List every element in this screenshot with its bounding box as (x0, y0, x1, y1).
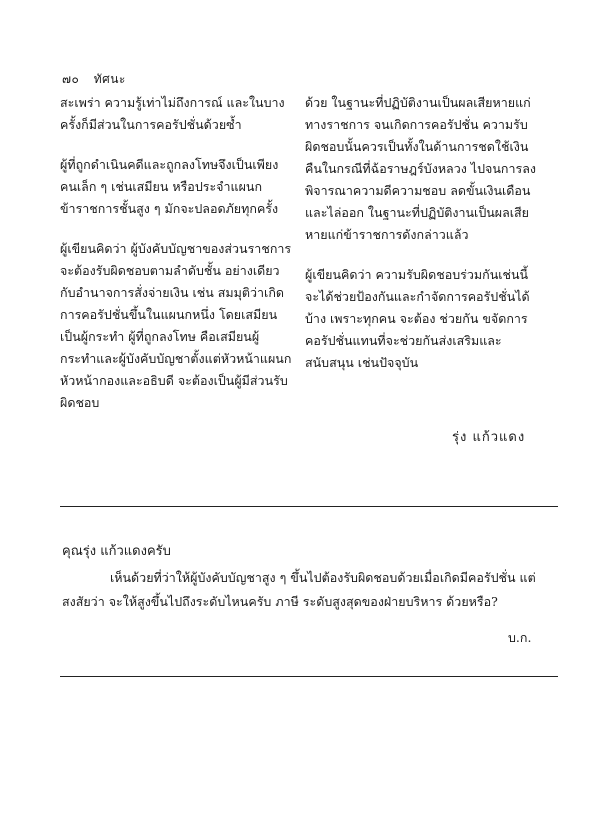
left-column (60, 92, 295, 432)
paragraph: ด้วย ในฐานะที่ปฏิบัติงานเป็นผลเสียหายแก่ทางราชการ จนเกิดการคอรัปชั่น ความรับผิดชอบนั้นควรเป็นทั้งในด้านการชดใช้เงินคืนในกรณีที่ฉ้อราษฎร์บังหลวง ไปจนการลงพิจารณาความดีความชอบ ลดขั้นเงินเดือนและไล่ออก ในฐานะที่ปฏิบัติงานเป็นผลเสียหายแก่ข้าราชการดังกล่าวแล้ว (305, 95, 536, 242)
paragraph: ผู้ที่ถูกดำเนินคดีและถูกลงโทษจึงเป็นเพียงคนเล็ก ๆ เช่นเสมียน หรือประจำแผนก ข้าราชการชั้นสูง ๆ มักจะปลอดภัยทุกครั้ง (60, 157, 279, 216)
divider-line (60, 506, 558, 507)
page-header (62, 70, 136, 89)
divider-line (60, 676, 558, 677)
paragraph: สะเพร่า ความรู้เท่าไม่ถึงการณ์ และในบางครั้งก็มีส่วนในการคอรัปชั่นด้วยซ้ำ (60, 95, 285, 132)
reply-heading: คุณรุ่ง แก้วแดงครับ (62, 544, 171, 559)
publication-name: ทัศนะ (93, 72, 126, 86)
paragraph: ผู้เขียนคิดว่า ความรับผิดชอบร่วมกันเช่นนี้จะได้ช่วยป้องกันและกำจัดการคอรัปชั่นได้บ้าง เพราะทุกคน จะต้อง ช่วยกัน ขจัดการ คอรัปชั่นแทนที่จะช่วยกันส่งเสริมและสนับสนุน เช่นปัจจุบัน (305, 267, 530, 370)
page-number: ๗๐ (62, 72, 80, 86)
paragraph: ผู้เขียนคิดว่า ผู้บังคับบัญชาของส่วนราชการจะต้องรับผิดชอบตามลำดับชั้น อย่างเดียวกับอำนาจการสั่งจ่ายเงิน เช่น สมมุติว่าเกิดการคอรัปชั่นขึ้นในแผนกหนึ่ง โดยเสมียนเป็นผู้กระทำ ผู้ที่ถูกลงโทษ คือเสมียนผู้กระทำและผู้บังคับบัญชาตั้งแต่หัวหน้าแผนก หัวหน้ากองและอธิบดี จะต้องเป็นผู้มีส่วนรับผิดชอบ (60, 241, 292, 410)
right-column (305, 92, 540, 392)
author-signature: รุ่ง แก้วแดง (452, 430, 526, 445)
editor-signature: บ.ก. (508, 630, 532, 645)
reply-body: เห็นด้วยที่ว่าให้ผู้บังคับบัญชาสูง ๆ ขึ้นไปต้องรับผิดชอบด้วยเมื่อเกิดมีคอรัปชั่น แต่สงสัยว่า จะให้สูงขึ้นไปถึงระดับไหนครับ ภาษี ระดับสูงสุดของฝ่ายบริหาร ด้วยหรือ? (62, 570, 536, 609)
